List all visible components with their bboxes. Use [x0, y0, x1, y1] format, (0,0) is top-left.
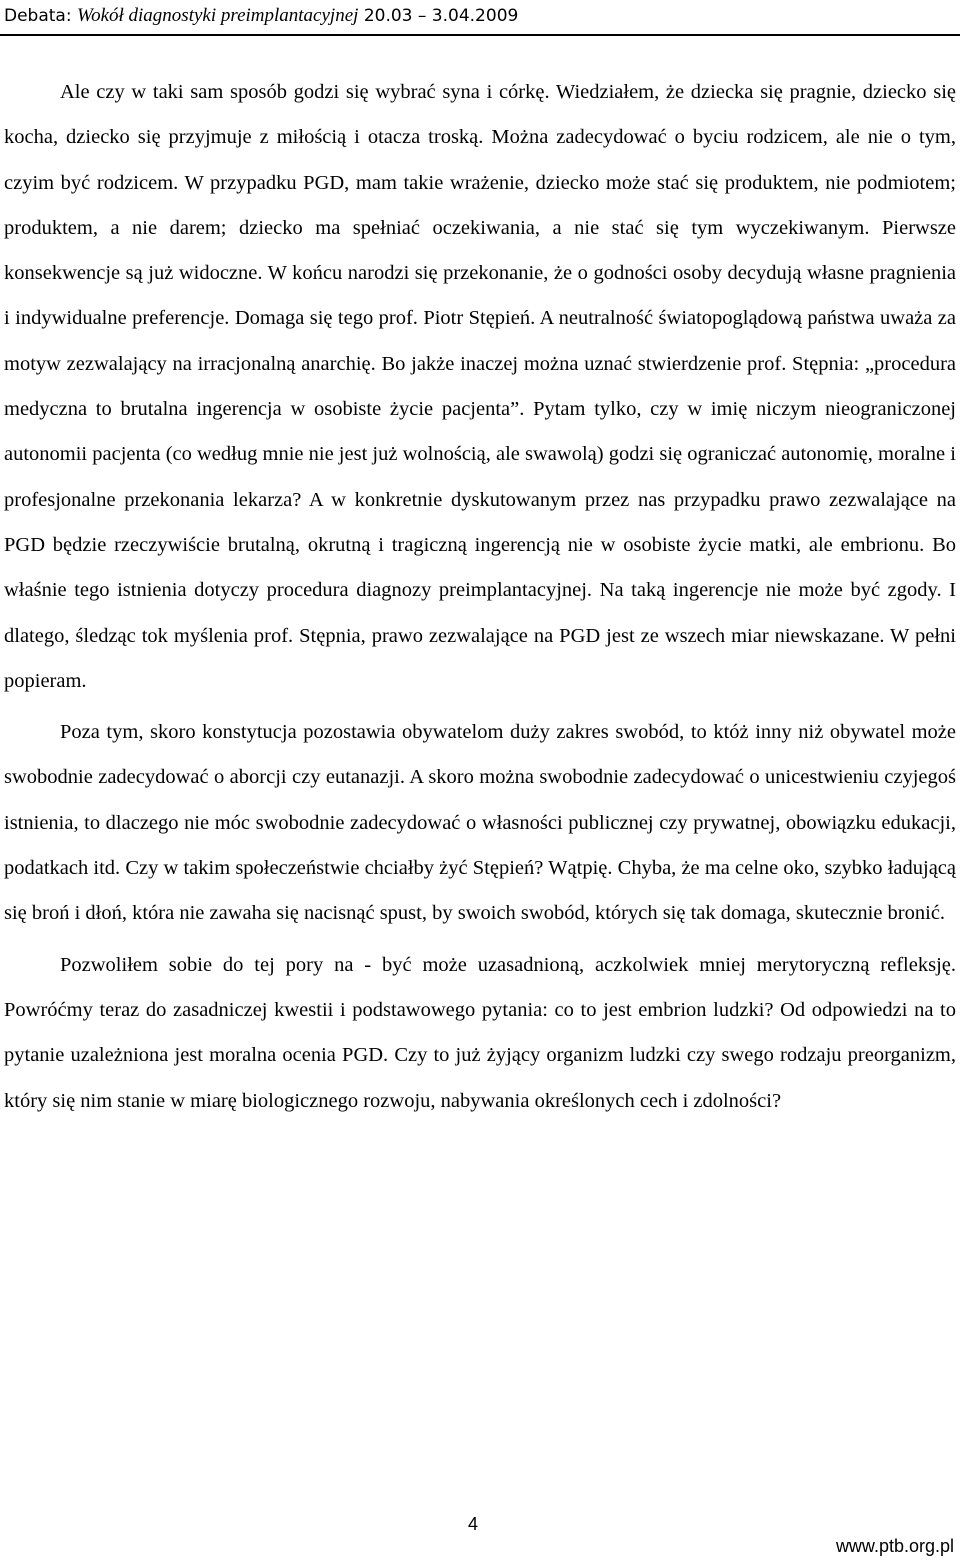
- footer-url: www.ptb.org.pl: [835, 1536, 954, 1556]
- page-number: 4: [468, 1514, 479, 1534]
- header-prefix: Debata:: [4, 6, 77, 26]
- running-header: [0, 0, 960, 36]
- header-title: Wokół diagnostyki preimplantacyjnej: [76, 5, 359, 26]
- paragraph-3: Pozwoliłem sobie do tej pory na - być może uzasadnioną, aczkolwiek mniej merytoryczną refleksję. Powróćmy teraz do zasadniczej kwestii i podstawowego pytania: co to jest embrion ludzki? Od odpowiedzi na to pytanie uzależniona jest moralna ocenia PGD. Czy to już żyjący organizm ludzki czy swego rodzaju preorganizm, który się nim stanie w miarę biologicznego rozwoju, nabywania określonych cech i zdolności?: [4, 953, 956, 1112]
- paragraph-1: Ale czy w taki sam sposób godzi się wybrać syna i córkę. Wiedziałem, że dziecka się pragnie, dziecko się kocha, dziecko się przyjmuje z miłością i otacza troską. Można zadecydować o byciu rodzicem, ale nie o tym, czyim być rodzicem. W przypadku PGD, mam takie wrażenie, dziecko może stać się produktem, nie podmiotem; produktem, a nie darem; dziecko ma spełniać oczekiwania, a nie stać się tym wyczekiwanym. Pierwsze konsekwencje są już widoczne. W końcu narodzi się przekonanie, że o godności osoby decydują własne pragnienia i indywidualne preferencje. Domaga się tego prof. Piotr Stępień. A neutralność światopoglądową państwa uważa za motyw zezwalający na irracjonalną anarchię. Bo jakże inaczej można uznać stwierdzenie prof. Stępnia: „procedura medyczna to brutalna ingerencja w osobiste życie pacjenta”. Pytam tylko, czy w imię niczym nieograniczonej autonomii pacjenta (co według mnie nie jest już wolnością, ale swawolą) godzi się ograniczać autonomię, moralne i profesjonalne przekonania lekarza? A w konkretnie dyskutowanym przez nas przypadku prawo zezwalające na PGD będzie rzeczywiście brutalną, okrutną i tragiczną ingerencją nie w osobiste życie matki, ale embrionu. Bo właśnie tego istnienia dotyczy procedura diagnozy preimplantacyjnej. Na taką ingerencje nie może być zgody. I dlatego, śledząc tok myślenia prof. Stępnia, prawo zezwalające na PGD jest ze wszech miar niewskazane. W pełni popieram.: [4, 81, 956, 692]
- paragraph-2: Poza tym, skoro konstytucja pozostawia obywatelom duży zakres swobód, to któż inny niż obywatel może swobodnie zadecydować o aborcji czy eutanazji. A skoro można swobodnie zadecydować o unicestwieniu czyjegoś istnienia, to dlaczego nie móc swobodnie zadecydować o własności publicznej czy prywatnej, obowiązku edukacji, podatkach itd. Czy w takim społeczeństwie chciałby żyć Stępień? Wątpię. Chyba, że ma celne oko, szybko ładującą się broń i dłoń, która nie zawaha się nacisnąć spust, by swoich swobód, których się tak domaga, skutecznie bronić.: [4, 721, 956, 925]
- document-body: [4, 70, 956, 1130]
- header-dates: 20.03 – 3.04.2009: [358, 6, 519, 26]
